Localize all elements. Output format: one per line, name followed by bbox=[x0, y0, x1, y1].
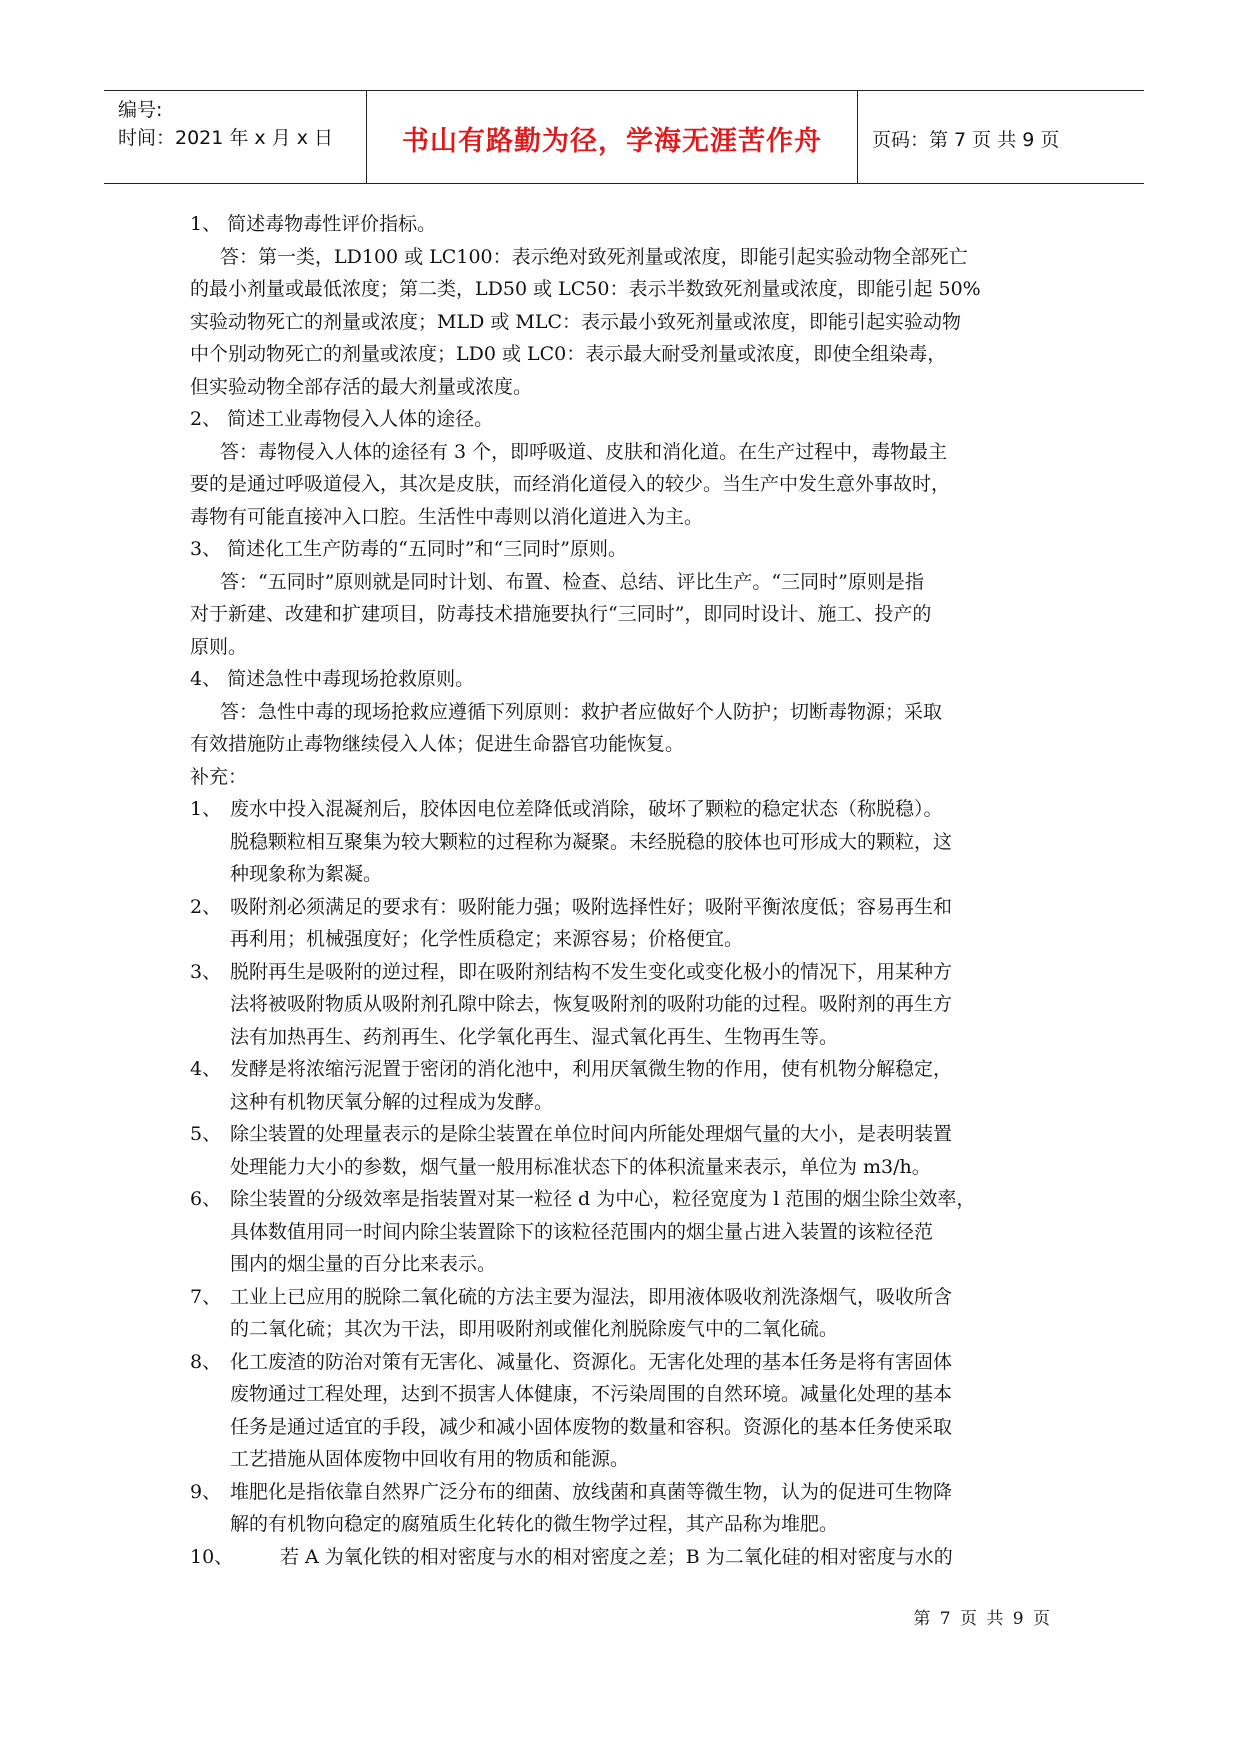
question-3: 3、 简述化工生产防毒的“五同时”和“三同时”原则。 bbox=[190, 538, 627, 560]
item-line: 具体数值用同一时间内除尘装置除下的该粒径范围内的烟尘量占进入装置的该粒径范 bbox=[230, 1220, 934, 1243]
document-body bbox=[190, 208, 1070, 1573]
header-meta bbox=[104, 91, 366, 183]
supplement-label: 补充： bbox=[190, 765, 248, 788]
question-2: 2、 简述工业毒物侵入人体的途径。 bbox=[190, 408, 494, 430]
item-number: 3、 bbox=[190, 960, 222, 983]
motto: 书山有路勤为径，学海无涯苦作舟 bbox=[402, 126, 822, 157]
item-number: 7、 bbox=[190, 1285, 222, 1308]
answer-2-line: 答：毒物侵入人体的途径有 3 个，即呼吸道、皮肤和消化道。在生产过程中，毒物最主 bbox=[220, 440, 948, 463]
item-line: 若 A 为氧化铁的相对密度与水的相对密度之差；B 为二氧化硅的相对密度与水的 bbox=[280, 1545, 953, 1568]
item-line: 除尘装置的分级效率是指装置对某一粒径 d 为中心，粒径宽度为 l 范围的烟尘除尘效率， bbox=[230, 1188, 976, 1210]
answer-4-line: 有效措施防止毒物继续侵入人体；促进生命器官功能恢复。 bbox=[190, 733, 685, 755]
supplement-item-2 bbox=[190, 891, 1070, 956]
item-line: 脱附再生是吸附的逆过程，即在吸附剂结构不发生变化或变化极小的情况下，用某种方 bbox=[230, 960, 953, 983]
item-line: 法有加热再生、药剂再生、化学氧化再生、湿式氧化再生、生物再生等。 bbox=[230, 1025, 839, 1048]
item-line: 处理能力大小的参数，烟气量一般用标准状态下的体积流量来表示，单位为 m3/h。 bbox=[230, 1155, 931, 1178]
item-line: 除尘装置的处理量表示的是除尘装置在单位时间内所能处理烟气量的大小，是表明装置 bbox=[230, 1123, 953, 1145]
question-1: 1、 简述毒物毒性评价指标。 bbox=[190, 213, 437, 235]
answer-3-line: 原则。 bbox=[190, 635, 248, 658]
item-line: 这种有机物厌氧分解的过程成为发酵。 bbox=[230, 1090, 554, 1113]
page-header bbox=[104, 90, 1144, 184]
item-line: 再利用；机械强度好；化学性质稳定；来源容易；价格便宜。 bbox=[230, 928, 744, 950]
supplement-item-8 bbox=[190, 1346, 1070, 1476]
supplement-item-1 bbox=[190, 793, 1070, 891]
answer-2-line: 要的是通过呼吸道侵入，其次是皮肤，而经消化道侵入的较少。当生产中发生意外事故时， bbox=[190, 473, 951, 495]
item-line: 堆肥化是指依靠自然界广泛分布的细菌、放线菌和真菌等微生物，认为的促进可生物降 bbox=[230, 1480, 953, 1503]
item-line: 发酵是将浓缩污泥置于密闭的消化池中，利用厌氧微生物的作用，使有机物分解稳定， bbox=[230, 1058, 953, 1080]
answer-1-line: 但实验动物全部存活的最大剂量或浓度。 bbox=[190, 375, 533, 398]
item-line: 化工废渣的防治对策有无害化、减量化、资源化。无害化处理的基本任务是将有害固体 bbox=[230, 1350, 953, 1373]
item-line: 的二氧化硫；其次为干法，即用吸附剂或催化剂脱除废气中的二氧化硫。 bbox=[230, 1318, 839, 1340]
answer-1-line: 的最小剂量或最低浓度；第二类，LD50 或 LC50：表示半数致死剂量或浓度，即能引起 50% bbox=[190, 278, 981, 300]
answer-1-line: 答：第一类，LD100 或 LC100：表示绝对致死剂量或浓度，即能引起实验动物全部死亡 bbox=[220, 245, 968, 268]
answer-1-line: 中个别动物死亡的剂量或浓度；LD0 或 LC0：表示最大耐受剂量或浓度，即使全组染毒， bbox=[190, 343, 947, 365]
supplement-item-5 bbox=[190, 1118, 1070, 1183]
item-line: 任务是通过适宜的手段，减少和减小固体废物的数量和容积。资源化的基本任务使采取 bbox=[230, 1415, 953, 1438]
supplement-item-7 bbox=[190, 1281, 1070, 1346]
item-number: 6、 bbox=[190, 1188, 222, 1210]
supplement-item-6 bbox=[190, 1183, 1070, 1281]
item-line: 围内的烟尘量的百分比来表示。 bbox=[230, 1253, 497, 1275]
item-number: 9、 bbox=[190, 1480, 222, 1503]
item-line: 种现象称为絮凝。 bbox=[230, 863, 383, 885]
supplement-item-3 bbox=[190, 956, 1070, 1054]
item-line: 解的有机物向稳定的腐殖质生化转化的微生物学过程，其产品称为堆肥。 bbox=[230, 1513, 839, 1535]
item-line: 废物通过工程处理，达到不损害人体健康，不污染周围的自然环境。减量化处理的基本 bbox=[230, 1383, 953, 1405]
item-number: 1、 bbox=[190, 798, 222, 820]
answer-2-line: 毒物有可能直接冲入口腔。生活性中毒则以消化道进入为主。 bbox=[190, 505, 704, 528]
supplement-item-4 bbox=[190, 1053, 1070, 1118]
header-page-cell bbox=[858, 91, 1144, 183]
header-page-number: 页码：第 7 页 共 9 页 bbox=[872, 129, 1060, 151]
item-line: 工业上已应用的脱除二氧化硫的方法主要为湿法，即用液体吸收剂洗涤烟气，吸收所含 bbox=[230, 1285, 953, 1308]
answer-1-line: 实验动物死亡的剂量或浓度；MLD 或 MLC：表示最小致死剂量或浓度，即能引起实验动物 bbox=[190, 310, 961, 333]
item-line: 废水中投入混凝剂后，胶体因电位差降低或消除，破坏了颗粒的稳定状态（称脱稳）。 bbox=[230, 798, 943, 820]
page-footer: 第 7 页 共 9 页 bbox=[913, 1609, 1052, 1629]
item-number: 10、 bbox=[190, 1545, 234, 1568]
answer-3-line: 对于新建、改建和扩建项目，防毒技术措施要执行“三同时”，即同时设计、施工、投产的 bbox=[190, 603, 932, 625]
item-line: 脱稳颗粒相互聚集为较大颗粒的过程称为凝聚。未经脱稳的胶体也可形成大的颗粒，这 bbox=[230, 830, 953, 853]
item-number: 5、 bbox=[190, 1123, 222, 1145]
supplement-item-10 bbox=[190, 1541, 1070, 1574]
document-number-label: 编号: bbox=[118, 99, 163, 121]
supplement-item-9 bbox=[190, 1476, 1070, 1541]
question-4: 4、 简述急性中毒现场抢救原则。 bbox=[190, 668, 475, 690]
item-number: 2、 bbox=[190, 895, 222, 918]
item-number: 8、 bbox=[190, 1350, 222, 1373]
answer-4-line: 答：急性中毒的现场抢救应遵循下列原则：救护者应做好个人防护；切断毒物源；采取 bbox=[220, 700, 943, 723]
answer-3-line: 答：“五同时”原则就是同时计划、布置、检查、总结、评比生产。“三同时”原则是指 bbox=[220, 570, 924, 593]
item-line: 吸附剂必须满足的要求有：吸附能力强；吸附选择性好；吸附平衡浓度低；容易再生和 bbox=[230, 895, 953, 918]
item-line: 工艺措施从固体废物中回收有用的物质和能源。 bbox=[230, 1448, 630, 1470]
header-motto-cell bbox=[366, 91, 858, 183]
document-time-label: 时间：2021 年 x 月 x 日 bbox=[118, 127, 334, 149]
item-line: 法将被吸附物质从吸附剂孔隙中除去，恢复吸附剂的吸附功能的过程。吸附剂的再生方 bbox=[230, 993, 953, 1015]
item-number: 4、 bbox=[190, 1058, 222, 1080]
